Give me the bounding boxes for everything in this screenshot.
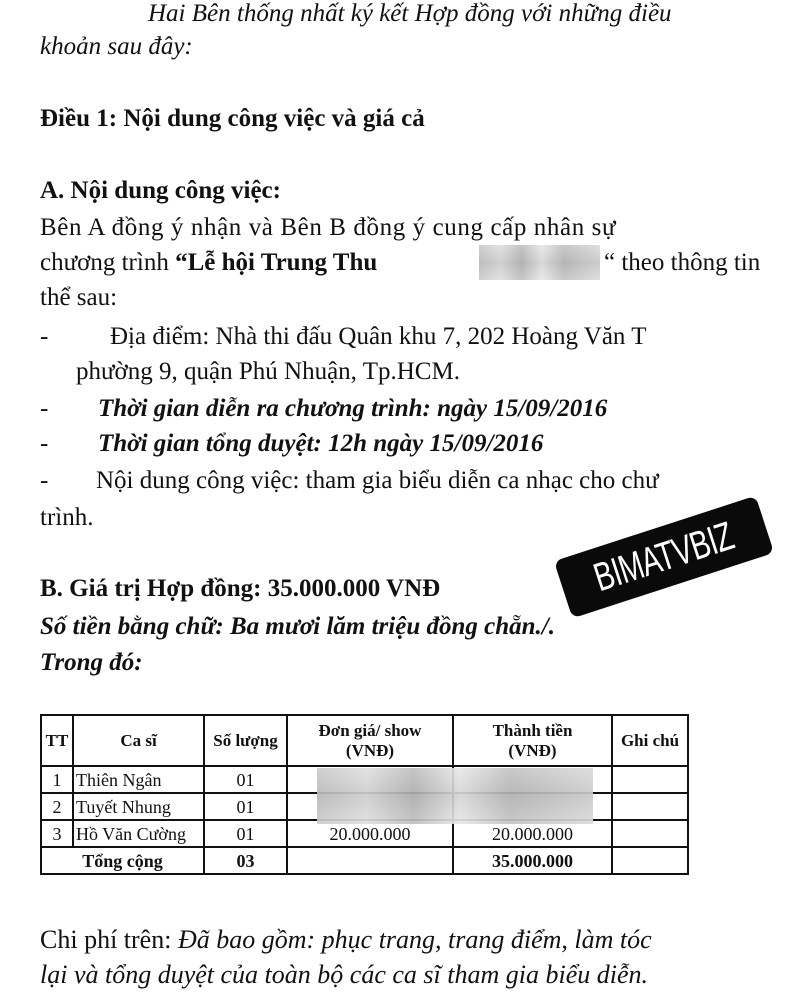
total-note <box>612 847 688 874</box>
total-qty: 03 <box>204 847 287 874</box>
cell-unit-price: 20.000.000 <box>287 820 453 847</box>
cell-singer: Hồ Văn Cường <box>73 820 204 847</box>
bullet-job-content: Nội dung công việc: tham gia biểu diễn ca nhạc cho chư <box>96 467 659 494</box>
bullet-location-continuation: phường 9, quận Phú Nhuận, Tp.HCM. <box>76 358 460 385</box>
article-title: Điều 1: Nội dung công việc và giá cả <box>40 105 425 132</box>
cell-qty: 01 <box>204 793 287 820</box>
footer-line-2: lại và tổng duyệt của toàn bộ các ca sĩ tham gia biểu diễn. <box>40 960 648 989</box>
header-singer: Ca sĩ <box>73 715 204 766</box>
intro-line-1: Hai Bên thống nhất ký kết Hợp đồng với những điều <box>148 0 672 27</box>
footer-included-items: Đã bao gồm: phục trang, trang điểm, làm tóc <box>177 925 652 954</box>
breakdown-label: Trong đó: <box>40 649 143 676</box>
table-header-row <box>41 715 688 766</box>
cell-note <box>612 766 688 793</box>
para-prefix: chương trình <box>40 249 176 276</box>
header-amount-line-1: Thành tiền <box>492 720 573 740</box>
header-qty: Số lượng <box>204 715 287 766</box>
total-amount: 35.000.000 <box>453 847 612 874</box>
bullet-event-date: Thời gian diễn ra chương trình: ngày 15/09/2016 <box>98 395 608 422</box>
redacted-prices <box>317 768 593 824</box>
redacted-program-name <box>479 245 600 280</box>
header-amount <box>453 715 612 766</box>
table-row <box>41 820 688 847</box>
bullet-location: Địa điểm: Nhà thi đấu Quân khu 7, 202 Hoàng Văn T <box>110 323 647 350</box>
section-b-heading: B. Giá trị Hợp đồng: 35.000.000 VNĐ <box>40 575 441 602</box>
bullet-dash: - <box>40 430 49 457</box>
watermark-badge <box>554 496 774 619</box>
bullet-job-continuation: trình. <box>40 504 94 531</box>
bullet-rehearsal-time: Thời gian tổng duyệt: 12h ngày 15/09/2016 <box>98 430 544 457</box>
cell-tt: 2 <box>41 793 73 820</box>
header-amount-line-2: (VNĐ) <box>508 740 557 760</box>
cell-singer: Thiên Ngân <box>73 766 204 793</box>
cell-note <box>612 820 688 847</box>
header-unit-price <box>287 715 453 766</box>
cell-amount: 20.000.000 <box>453 820 612 847</box>
bullet-dash: - <box>40 323 49 350</box>
bullet-dash: - <box>40 467 49 494</box>
header-unit-price-line-1: Đơn giá/ show <box>318 720 422 740</box>
cell-tt: 1 <box>41 766 73 793</box>
header-unit-price-line-2: (VNĐ) <box>345 740 395 760</box>
intro-line-2: khoản sau đây: <box>40 33 193 60</box>
section-a-para-line-1: Bên A đồng ý nhận và Bên B đồng ý cung cấp nhân sự <box>40 214 617 241</box>
cell-qty: 01 <box>204 766 287 793</box>
header-note: Ghi chú <box>612 715 688 766</box>
table-total-row <box>41 847 688 874</box>
footer-line-1 <box>40 925 652 955</box>
cell-singer: Tuyết Nhung <box>73 793 204 820</box>
header-tt: TT <box>41 715 73 766</box>
section-a-para-line-2-suffix: “ theo thông tin <box>604 249 761 276</box>
bullet-dash: - <box>40 395 49 422</box>
program-name: “Lễ hội Trung Thu <box>175 249 378 276</box>
total-unit-price <box>287 847 453 874</box>
cell-note <box>612 793 688 820</box>
footer-prefix: Chi phí trên: <box>40 925 178 954</box>
cell-qty: 01 <box>204 820 287 847</box>
cell-tt: 3 <box>41 820 73 847</box>
total-label: Tổng cộng <box>41 847 204 874</box>
section-a-para-line-2 <box>40 248 377 278</box>
watermark-text: BIMATVBIZ <box>589 513 739 601</box>
section-a-para-line-3: thể sau: <box>40 284 118 311</box>
section-a-heading: A. Nội dung công việc: <box>40 177 281 204</box>
amount-in-words: Số tiền bằng chữ: Ba mươi lăm triệu đồng chẵn./. <box>40 613 555 640</box>
